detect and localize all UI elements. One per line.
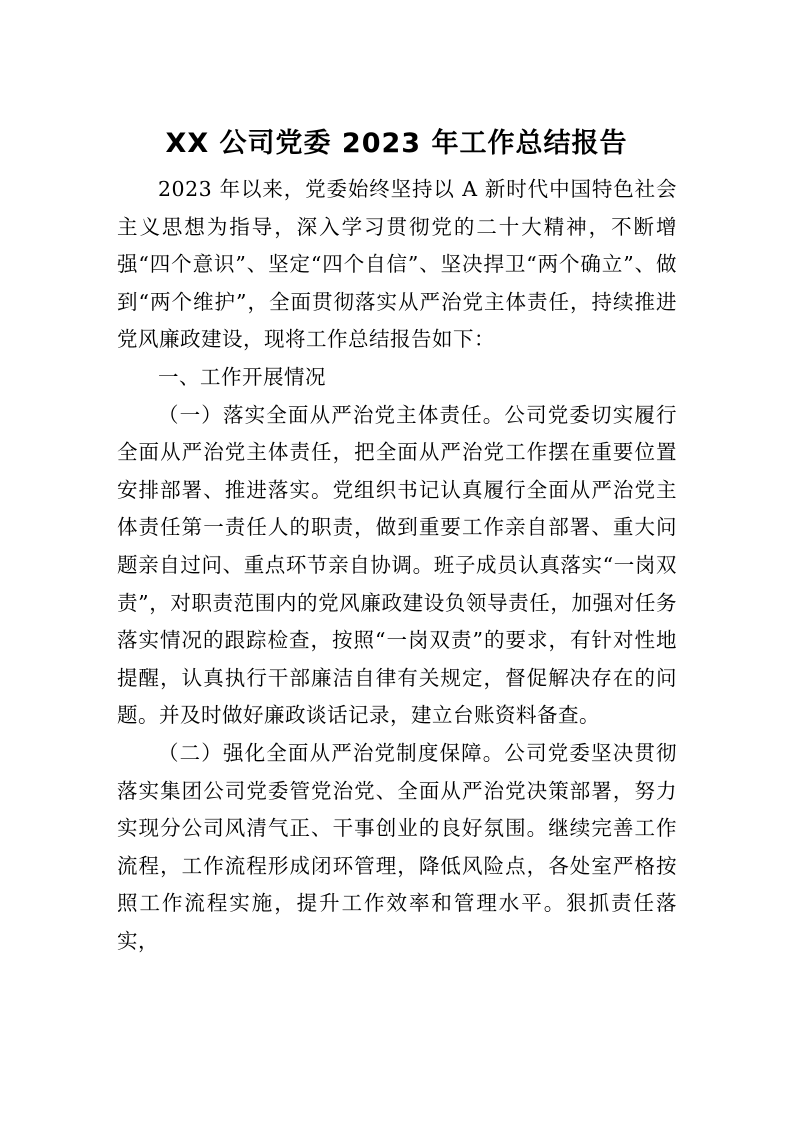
document-body: [117, 171, 677, 960]
paragraph-section-2: （二）强化全面从严治党制度保障。公司党委坚决贯彻落实集团公司党委管党治党、全面从严治党决策部署，努力实现分公司风清气正、干事创业的良好氛围。继续完善工作流程，工作流程形成闭环管理，降低风险点，各处室严格按照工作流程实施，提升工作效率和管理水平。狠抓责任落实，: [117, 740, 677, 953]
document-title: XX 公司党委 2023 年工作总结报告: [165, 128, 628, 159]
section-heading: 一、工作开展情况: [158, 364, 326, 389]
paragraph-intro: 2023 年以来，党委始终坚持以 A 新时代中国特色社会主义思想为指导，深入学习贯彻党的二十大精神，不断增强“四个意识”、坚定“四个自信”、坚决捍卫“两个确立”、做到“两个维护”，全面贯彻落实从严治党主体责任，持续推进党风廉政建设，现将工作总结报告如下：: [117, 177, 677, 352]
paragraph-section-1: （一）落实全面从严治党主体责任。公司党委切实履行全面从严治党主体责任，把全面从严治党工作摆在重要位置安排部署、推进落实。党组织书记认真履行全面从严治党主体责任第一责任人的职责，做到重要工作亲自部署、重大问题亲自过问、重点环节亲自协调。班子成员认真落实“一岗双责”，对职责范围内的党风廉政建设负领导责任，加强对任务落实情况的跟踪检查，按照“一岗双责”的要求，有针对性地提醒，认真执行干部廉洁自律有关规定，督促解决存在的问题。并及时做好廉政谈话记录，建立台账资料备查。: [117, 402, 677, 728]
